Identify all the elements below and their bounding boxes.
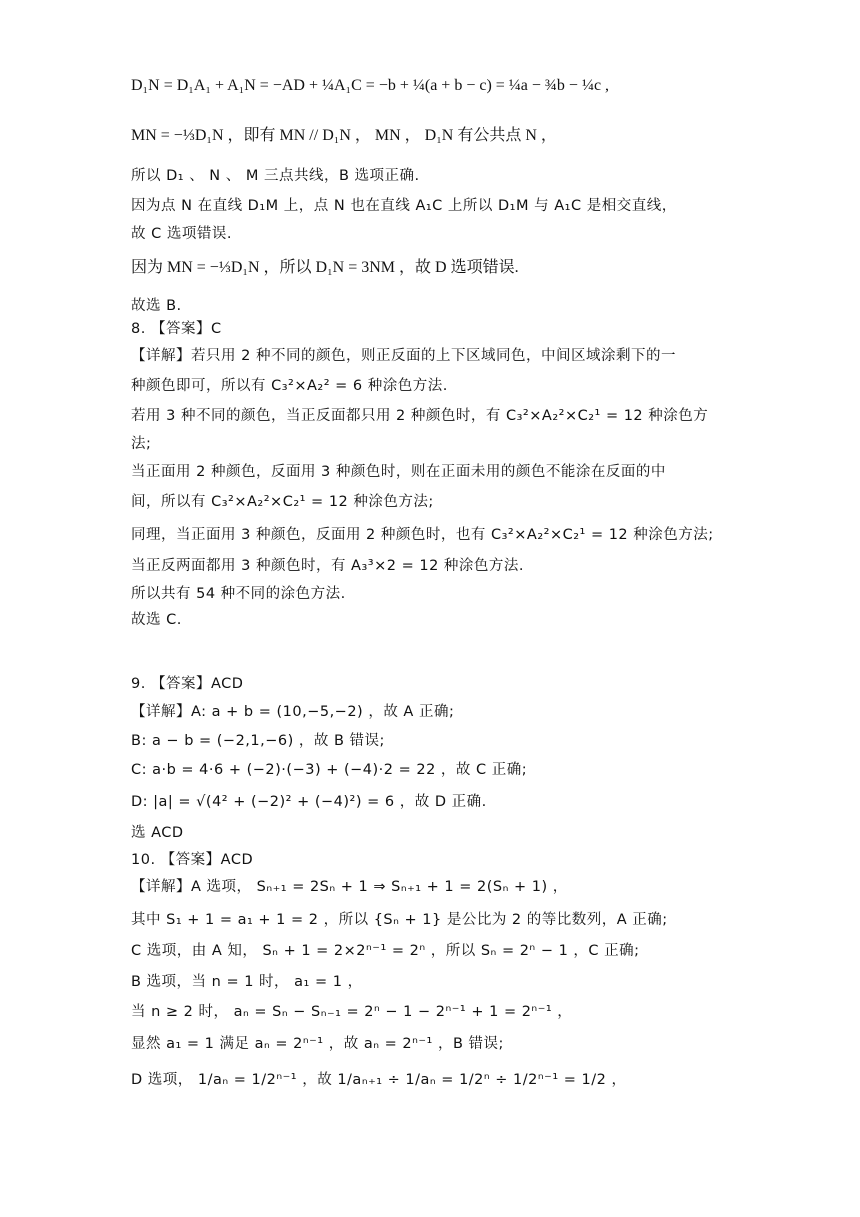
text-line: C 选项，由 A 知， Sₙ + 1 = 2×2ⁿ⁻¹ = 2ⁿ ，所以 Sₙ = 2ⁿ − 1 ，C 正确; — [131, 943, 640, 959]
text-line: 显然 a₁ = 1 满足 aₙ = 2ⁿ⁻¹ ，故 aₙ = 2ⁿ⁻¹ ，B 错误; — [131, 1036, 504, 1052]
text-line: 种颜色即可，所以有 C₃²×A₂² = 6 种涂色方法. — [131, 378, 448, 394]
answer-heading: 10. 【答案】ACD — [131, 852, 254, 868]
text-line: C: a·b = 4·6 + (−2)·(−3) + (−4)·2 = 22 ，故 C 正确; — [131, 762, 528, 778]
text-line: B: a − b = (−2,1,−6) ，故 B 错误; — [131, 733, 385, 749]
text-line: 【详解】若只用 2 种不同的颜色，则正反面的上下区域同色，中间区域涂剩下的一 — [131, 348, 676, 364]
text-line: B 选项，当 n = 1 时， a₁ = 1 ， — [131, 974, 363, 990]
text-line: 故选 C. — [131, 612, 182, 628]
text-line: 当 n ≥ 2 时， aₙ = Sₙ − Sₙ₋₁ = 2ⁿ − 1 − 2ⁿ⁻¹ + 1 = 2ⁿ⁻¹ ， — [131, 1004, 573, 1020]
text-line: 所以共有 54 种不同的涂色方法. — [131, 586, 346, 602]
text-line: 故 C 选项错误. — [131, 226, 232, 242]
text-line: 当正面用 2 种颜色，反面用 3 种颜色时，则在正面未用的颜色不能涂在反面的中 — [131, 464, 666, 480]
text-line: 【详解】A: a + b = (10,−5,−2) ，故 A 正确; — [131, 704, 455, 720]
text-line: D₁N = D₁A₁ + A₁N = −AD + ¼A₁C = −b + ¼(a + b − c) = ¼a − ¾b − ¼c , — [131, 77, 610, 94]
text-line: 其中 S₁ + 1 = a₁ + 1 = 2 ，所以 {Sₙ + 1} 是公比为 2 的等比数列，A 正确; — [131, 912, 668, 928]
text-line: 【详解】A 选项， Sₙ₊₁ = 2Sₙ + 1 ⇒ Sₙ₊₁ + 1 = 2(Sₙ + 1) ， — [131, 879, 568, 895]
text-line: 故选 B. — [131, 298, 182, 314]
answer-heading: 9. 【答案】ACD — [131, 676, 244, 692]
text-line: 因为 MN = −⅓D₁N ，所以 D₁N = 3NM ，故 D 选项错误. — [131, 259, 519, 276]
text-line: 当正反两面都用 3 种颜色时，有 A₃³×2 = 12 种涂色方法. — [131, 558, 525, 574]
text-line: 同理，当正面用 3 种颜色，反面用 2 种颜色时，也有 C₃²×A₂²×C₂¹ = 12 种涂色方法; — [131, 527, 714, 543]
answer-heading: 8. 【答案】C — [131, 321, 222, 337]
text-line: 选 ACD — [131, 825, 184, 841]
text-line: 法; — [131, 436, 152, 452]
text-line: 因为点 N 在直线 D₁M 上，点 N 也在直线 A₁C 上所以 D₁M 与 A₁C 是相交直线， — [131, 198, 677, 214]
text-line: D: |a| = √(4² + (−2)² + (−4)²) = 6 ，故 D 正确. — [131, 794, 487, 810]
text-line: 间，所以有 C₃²×A₂²×C₂¹ = 12 种涂色方法; — [131, 494, 434, 510]
text-line: 若用 3 种不同的颜色，当正反面都只用 2 种颜色时，有 C₃²×A₂²×C₂¹ = 12 种涂色方 — [131, 408, 709, 424]
text-line: D 选项， 1/aₙ = 1/2ⁿ⁻¹ ，故 1/aₙ₊₁ ÷ 1/aₙ = 1/2ⁿ ÷ 1/2ⁿ⁻¹ = 1/2 ， — [131, 1072, 627, 1088]
text-line: MN = −⅓D₁N ，即有 MN // D₁N ， MN ， D₁N 有公共点 N ， — [131, 127, 557, 144]
text-line: 所以 D₁ 、 N 、 M 三点共线，B 选项正确. — [131, 168, 420, 184]
